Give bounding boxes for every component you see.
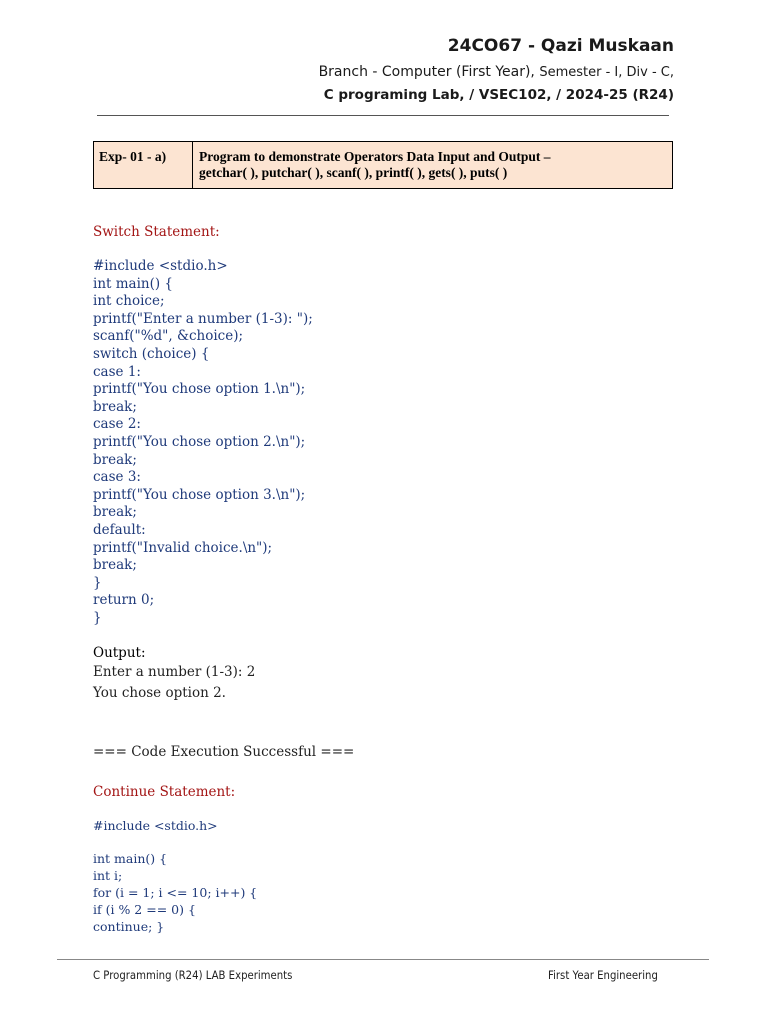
switch-heading: Switch Statement: xyxy=(93,224,220,240)
switch-code-block: #include <stdio.h> int main() { int choice; printf("Enter a number (1-3): "); scanf("%d", &choice); switch (choice) { case 1: printf("You chose option 1.\n"); break; case 2: printf("You chose option 2.\n"); break; case 3: printf("You chose option 3.\n"); break; default: printf("Invalid choice.\n"); break; } return 0; } xyxy=(93,258,313,626)
execution-status: === Code Execution Successful === xyxy=(93,744,355,761)
output-label: Output: xyxy=(93,645,146,662)
experiment-table xyxy=(93,141,673,189)
footer-left: C Programming (R24) LAB Experiments xyxy=(93,968,293,982)
branch-text: Branch - Computer (First Year), xyxy=(318,64,540,80)
course-info: C programing Lab, / VSEC102, / 2024-25 (R24) xyxy=(323,87,674,103)
continue-include: #include <stdio.h> xyxy=(93,818,218,834)
experiment-title-line1: Program to demonstrate Operators Data Input and Output – xyxy=(199,149,551,164)
experiment-number: Exp- 01 - a) xyxy=(94,142,193,189)
continue-heading: Continue Statement: xyxy=(93,784,236,801)
experiment-title xyxy=(193,142,673,189)
header-divider xyxy=(97,115,669,116)
experiment-title-line2: getchar( ), putchar( ), scanf( ), printf( ), gets( ), puts( ) xyxy=(199,165,508,180)
continue-code-block: int main() { int i; for (i = 1; i <= 10; i++) { if (i % 2 == 0) { continue; } xyxy=(93,851,258,935)
page-header xyxy=(319,34,674,105)
branch-info xyxy=(319,60,674,85)
output-text: Enter a number (1-3): 2 You chose option 2. xyxy=(93,664,256,702)
author-name: 24CO67 - Qazi Muskaan xyxy=(447,36,674,56)
footer-divider xyxy=(57,959,709,960)
document-body xyxy=(93,223,693,935)
semester-text: Semester - I, Div - C, xyxy=(539,65,674,80)
footer-right: First Year Engineering xyxy=(548,968,658,982)
